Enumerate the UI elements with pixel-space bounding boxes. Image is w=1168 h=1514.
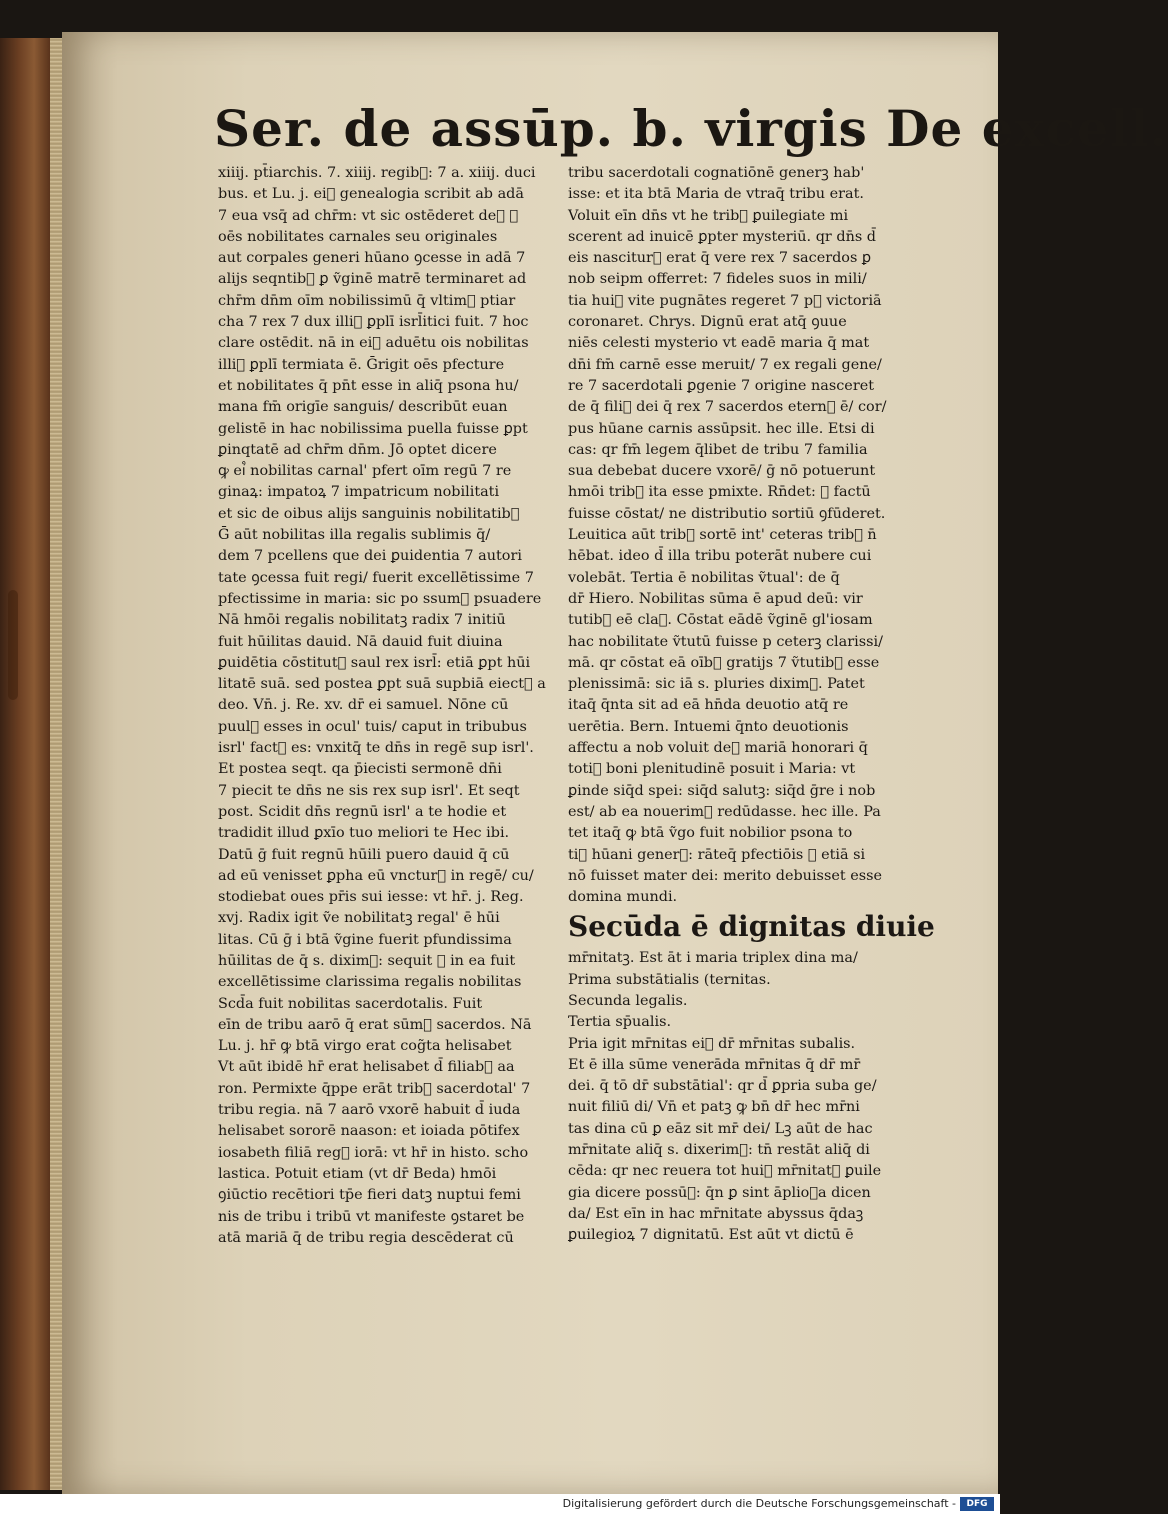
text-line: xvj. Radix igit ṽe nobilitatꝫ regal' ē hūi bbox=[218, 910, 500, 927]
text-line: tet itaq̄ ꝙ btā ṽgo fuit nobilior psona to bbox=[568, 825, 853, 842]
text-line: uerētia. Bern. Intuemi q̄nto deuotionis bbox=[568, 718, 849, 735]
text-line: volebāt. Tertia ē nobilitas ṽtual': de q̄ bbox=[568, 569, 840, 586]
text-line: plenissimā: sic iā s. pluries dixim᷒. Patet bbox=[568, 676, 865, 693]
text-line: tas dina cū ꝑ eāz sit mr̄ dei/ Lꝫ aūt de hac bbox=[568, 1120, 873, 1137]
text-line: excellētissime clarissima regalis nobilitas bbox=[218, 974, 522, 991]
text-line: sua debebat ducere vxorē/ ḡ nō potuerunt bbox=[568, 463, 876, 480]
text-line: ꝑinde siq̄d spei: siq̄d salutꝫ: siq̄d ḡre i nob bbox=[568, 782, 876, 799]
text-line: mr̄nitate aliq̄ s. dixerim᷒: tn̄ restāt aliq̄ di bbox=[568, 1142, 870, 1159]
text-line: tribu regia. nā 7 aarō vxorē habuit d̄ iuda bbox=[218, 1102, 521, 1119]
text-line: hūilitas de q̄ s. dixim᷒: sequit ꝙ in ea fuit bbox=[218, 952, 516, 969]
text-line: Vt aūt ibidē hr̄ erat helisabet d̄ filiab᷒ aa bbox=[218, 1059, 515, 1076]
footer-credit: Digitalisierung gefördert durch die Deutsche Forschungsgemeinschaft - bbox=[562, 1497, 956, 1510]
text-line: alijs seqntib᷒ ꝑ ṽginē matrē terminaret ad bbox=[218, 271, 527, 288]
text-line: domina mundi. bbox=[568, 889, 678, 906]
dfg-logo-text: DFG bbox=[966, 1499, 988, 1509]
text-line: tradidit illud ꝑxīo tuo meliori te Hec ibi. bbox=[218, 825, 510, 842]
text-line: niēs celesti mysterio vt eadē maria q̄ mat bbox=[568, 335, 870, 352]
text-line: itaq̄ q̄nta sit ad eā hn̄da deuotio atq̄ re bbox=[568, 697, 849, 714]
text-line: pus hūane carnis assūpsit. hec ille. Etsi di bbox=[568, 420, 875, 437]
text-line: tate ꝯcessa fuit regi/ fuerit excellētissime 7 bbox=[218, 569, 534, 586]
text-line: Datū ḡ fuit regnū hūili puero dauid q̄ cū bbox=[218, 846, 510, 863]
text-line: nuit filiū di/ Vn̄ et patꝫ ꝙ bn̄ dr̄ hec mr̄ni bbox=[568, 1099, 860, 1116]
text-line: ti᷒ hūani generꝫ: rāteq̄ pfectiōis ꝙ etiā si bbox=[568, 846, 866, 863]
text-line: nob seipm offerret: 7 fideles suos in mili/ bbox=[568, 271, 867, 288]
page-edges bbox=[50, 38, 62, 1490]
text-line: gelistē in hac nobilissima puella fuisse ꝑpt bbox=[218, 420, 528, 437]
text-line: aut corpales generi hūano ꝯcesse in adā 7 bbox=[218, 250, 526, 267]
text-line: Nā hmōi regalis nobilitatꝫ radix 7 initiū bbox=[218, 612, 506, 629]
text-line: ron. Permixte q̄ppe erāt trib᷒ sacerdotal' 7 bbox=[218, 1080, 531, 1097]
section-heading: Secūda ē dignitas diuie bbox=[568, 910, 935, 944]
text-line: hac nobilitate ṽtutū fuisse p ceterꝫ clarissi/ bbox=[568, 633, 883, 650]
text-line: ꝯiūctio recētiori tp̄e fieri datꝫ nuptui femi bbox=[218, 1187, 521, 1204]
text-line: gia dicere possū᷒: q̄n ꝑ sint āplioꝛa dicen bbox=[568, 1184, 871, 1201]
text-line: Et ē illa sūme venerāda mr̄nitas q̄ dr̄ mr̄ bbox=[568, 1056, 861, 1073]
digitization-footer bbox=[0, 1494, 1000, 1514]
text-line: oēs nobilitates carnales seu originales bbox=[218, 228, 498, 245]
right-column bbox=[568, 163, 935, 1247]
text-line: fuisse cōstat/ ne distributio sortiū ꝯfūderet. bbox=[568, 505, 886, 522]
text-line: helisabet sororē naason: et ioiada pōtifex bbox=[218, 1123, 520, 1140]
text-line: 7 eua vsq̄ ad chr̄m: vt sic ostēderet de᷒ ꝙ bbox=[218, 207, 519, 224]
text-line: hēbat. ideo d̄ illa tribu poterāt nubere cui bbox=[568, 548, 872, 565]
text-line: ginaꝝ: impatoꝝ 7 impatricum nobilitati bbox=[218, 484, 500, 501]
text-line: Lu. j. hr̄ ꝙ btā virgo erat cog̃ta helisabet bbox=[218, 1038, 512, 1055]
text-line: clare ostēdit. nā in ei᷒ aduētu ois nobilitas bbox=[218, 335, 529, 352]
text-line: litatē suā. sed postea ꝑpt suā supbiā eiect᷒ a bbox=[218, 676, 546, 693]
text-line: re 7 sacerdotali ꝑgenie 7 origine nasceret bbox=[568, 377, 874, 394]
text-line: deo. Vn̄. j. Re. xv. dr̄ ei samuel. Nōne cū bbox=[218, 697, 509, 714]
text-line: post. Scidit dn̄s regnū isrl' a te hodie et bbox=[218, 803, 507, 820]
text-line: dem 7 pcellens que dei ꝑuidentia 7 autori bbox=[218, 548, 522, 565]
text-line: affectu a nob voluit de᷒ mariā honorari q̄ bbox=[568, 740, 868, 757]
text-line: Tertia sp̄ualis. bbox=[568, 1014, 672, 1031]
text-line: chr̄m dn̄m oīm nobilissimū q̄ vltim᷒ ptiar bbox=[218, 292, 516, 309]
text-line: da/ Est eīn in hac mr̄nitate abyssus q̄daꝫ bbox=[568, 1205, 864, 1222]
text-line: Secunda legalis. bbox=[568, 992, 688, 1009]
text-line: cas: qr fm̄ legem q̄libet de tribu 7 familia bbox=[568, 441, 868, 458]
text-line: nō fuisset mater dei: merito debuisset esse bbox=[568, 867, 883, 884]
binding-stain bbox=[8, 590, 18, 700]
text-line: ꝑinqtatē ad chr̄m dn̄m. Jō optet dicere bbox=[218, 441, 497, 458]
text-line: hmōi trib᷒ ita esse pmixte. Rn̄det: ꝙ factū bbox=[568, 484, 871, 501]
text-line: dn̄i fm̄ carnē esse meruit/ 7 ex regali gene/ bbox=[568, 356, 882, 373]
text-line: cha 7 rex 7 dux illi᷒ ꝑplī isrl̄itici fuit. 7 hoc bbox=[218, 314, 529, 331]
text-line: mana fm̄ origīe sanguis/ describūt euan bbox=[218, 399, 508, 416]
text-line: nis de tribu i tribū vt manifeste ꝯstaret be bbox=[218, 1208, 525, 1225]
text-line: stodiebat oues pr̄is sui iesse: vt hr̄. j. Reg. bbox=[218, 889, 524, 906]
text-line: bus. et Lu. j. ei᷒ genealogia scribit ab adā bbox=[218, 186, 524, 203]
text-line: est/ ab ea nouerim᷒ redūdasse. hec ille. Pa bbox=[568, 803, 881, 820]
text-line: fuit hūilitas dauid. Nā dauid fuit diuina bbox=[218, 633, 503, 650]
text-line: puul᷒ esses in ocul' tuis/ caput in tribubus bbox=[218, 718, 527, 735]
text-line: Prima substātialis (ternitas. bbox=[568, 971, 771, 988]
book-binding bbox=[0, 38, 62, 1490]
text-line: ꝙ ei᷒ nobilitas carnal' pfert oīm regū 7 re bbox=[218, 463, 512, 480]
text-line: ꝑuilegioꝝ 7 dignitatū. Est aūt vt dictū ē bbox=[568, 1227, 854, 1244]
running-title: Ser. de assūp. b. virgis De excell. bbox=[214, 99, 1168, 158]
text-line: coronaret. Chrys. Dignū erat atq̄ ꝯuue bbox=[568, 314, 847, 331]
text-line: tia hui᷒ vite pugnātes regeret 7 p᷒ victoriā bbox=[568, 292, 882, 309]
text-line: scerent ad inuicē ꝑpter mysteriū. qr dn̄s d̄ bbox=[568, 228, 877, 245]
text-line: toti᷒ boni plenitudinē posuit i Maria: vt bbox=[568, 761, 856, 778]
text-line: eis nascitur᷒ erat q̄ vere rex 7 sacerdos ꝑ bbox=[568, 250, 872, 267]
text-line: tutib᷒ eē claꝝ. Cōstat eādē ṽginē gl'iosam bbox=[568, 612, 873, 629]
text-line: et sic de oibus alijs sanguinis nobilitatib᷒ bbox=[218, 505, 520, 522]
text-line: isse: et ita btā Maria de vtraq̄ tribu erat. bbox=[568, 186, 864, 203]
text-line: cēda: qr nec reuera tot hui᷒ mr̄nitatꝫ ꝑuile bbox=[568, 1163, 882, 1180]
text-line: iosabeth filiā reg᷒ iorā: vt hr̄ in histo. scho bbox=[218, 1144, 529, 1161]
text-line: dei. q̄ tō dr̄ substātial': qr d̄ ꝑpria suba ge/ bbox=[568, 1078, 877, 1095]
text-line: xiiij. pt̄iarchis. 7. xiiij. regib᷒: 7 a. xiiij. duci bbox=[218, 165, 536, 181]
text-line: lastica. Potuit etiam (vt dr̄ Beda) hmōi bbox=[218, 1165, 497, 1182]
text-line: isrl' fact᷒ es: vnxitq̄ te dn̄s in regē sup isrl'. bbox=[218, 740, 534, 757]
text-line: mr̄nitatꝫ. Est āt i maria triplex dina ma/ bbox=[568, 950, 858, 967]
text-line: tribu sacerdotali cognatiōnē generꝫ hab' bbox=[568, 165, 865, 181]
text-line: litas. Cū ḡ i btā ṽgine fuerit pfundissima bbox=[218, 931, 512, 948]
text-line: atā mariā q̄ de tribu regia descēderat cū bbox=[218, 1229, 514, 1246]
text-line: 7 piecit te dn̄s ne sis rex sup isrl'. Et seqt bbox=[218, 782, 520, 799]
text-line: Voluit eīn dn̄s vt he trib᷒ ꝑuilegiate mi bbox=[568, 207, 849, 224]
text-line: de q̄ fili᷒ dei q̄ rex 7 sacerdos etern᷒ ē/ cor/ bbox=[568, 399, 887, 416]
text-line: mā. qr cōstat eā oīb᷒ gratijs 7 ṽtutib᷒ esse bbox=[568, 654, 880, 671]
dfg-logo bbox=[960, 1497, 994, 1511]
text-line: Pria igit mr̄nitas ei᷒ dr̄ mr̄nitas subalis. bbox=[568, 1035, 856, 1052]
text-line: ꝑuidētia cōstitut᷒ saul rex isrl̄: etiā ꝑpt hūi bbox=[218, 654, 531, 671]
text-line: Scd̄a fuit nobilitas sacerdotalis. Fuit bbox=[218, 995, 483, 1012]
text-line: dr̄ Hiero. Nobilitas sūma ē apud deū: vir bbox=[568, 590, 863, 607]
text-line: pfectissime in maria: sic po ssum᷒ psuadere bbox=[218, 590, 542, 607]
text-line: Ḡ aūt nobilitas illa regalis sublimis q̄/ bbox=[218, 527, 491, 544]
text-line: Et postea seqt. qa p̄iecisti sermonē dn̄i bbox=[218, 761, 502, 778]
text-line: eīn de tribu aarō q̄ erat sūm᷒ sacerdos. Nā bbox=[218, 1016, 532, 1033]
text-line: illi᷒ ꝑplī termiata ē. Ḡrigit oēs pfecture bbox=[218, 356, 505, 373]
text-line: Leuitica aūt trib᷒ sortē int' ceteras trib᷒ n̄ bbox=[568, 527, 877, 544]
left-column bbox=[218, 163, 563, 1249]
text-line: et nobilitates q̄ pn̄t esse in aliq̄ psona hu/ bbox=[218, 377, 519, 394]
text-line: ad eū venisset ꝑpha eū vnctur᷒ in regē/ cu/ bbox=[218, 867, 534, 884]
